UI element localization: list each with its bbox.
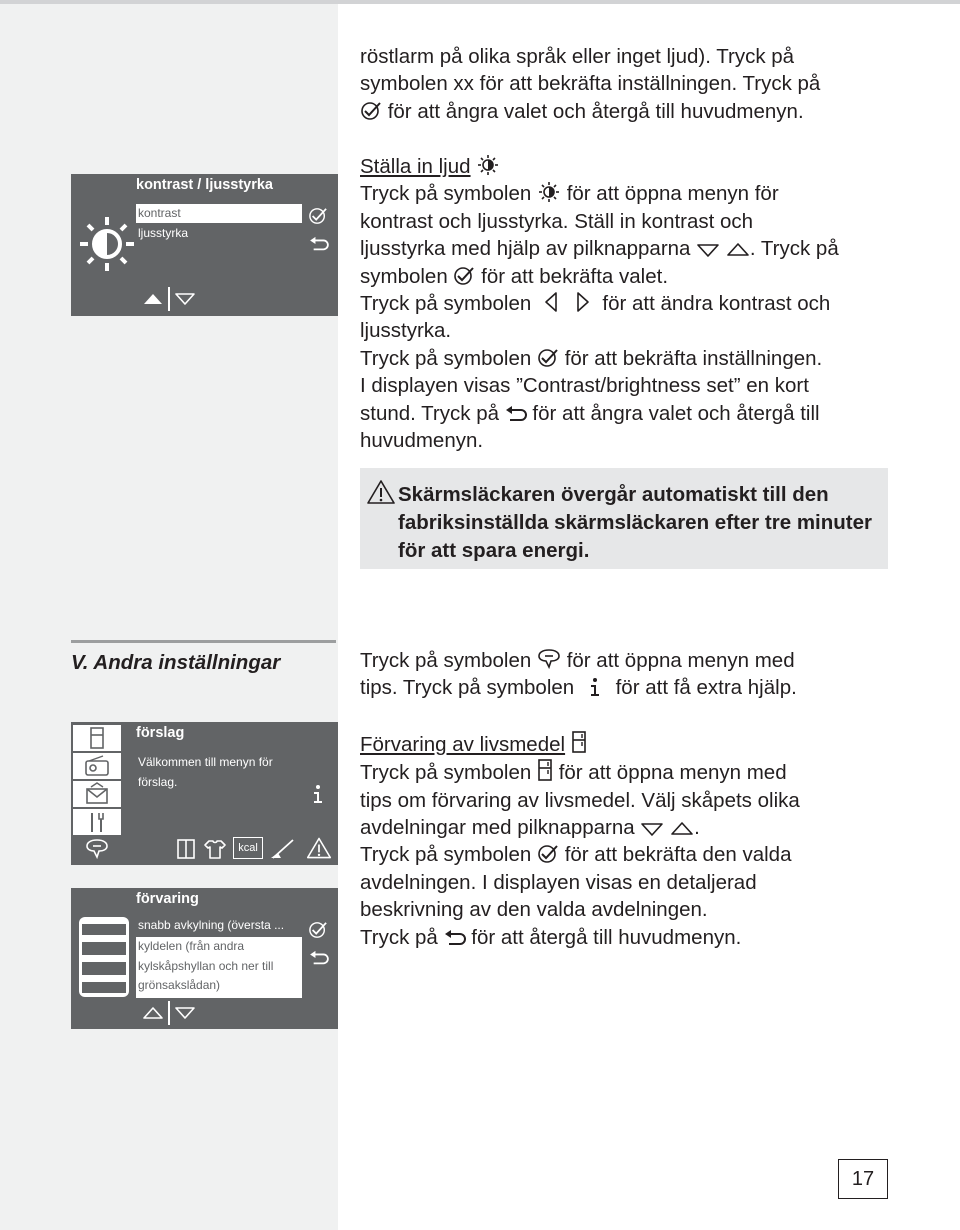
tips-tab-fridge[interactable]: [73, 725, 121, 751]
warning-icon[interactable]: [306, 836, 332, 865]
undo-icon: [505, 405, 527, 423]
check-icon[interactable]: [308, 207, 328, 230]
sound-line-8: I displayen visas ”Contrast/brightness set” en kort: [360, 374, 809, 398]
section-v-text: [360, 647, 930, 951]
kcal-icon[interactable]: kcal: [233, 837, 263, 859]
contrast-screen: [71, 174, 338, 316]
sound-section: [360, 153, 930, 454]
storage-line-1: Tryck på symbolen för att öppna menyn med: [360, 758, 930, 786]
storage-line-6: beskrivning av den valda avdelningen.: [360, 898, 708, 922]
intro-line-1: röstlarm på olika språk eller inget ljud). Tryck på: [360, 45, 795, 68]
arrow-up-icon[interactable]: [143, 292, 163, 311]
contrast-sun-icon: [476, 154, 500, 176]
page-number: 17: [838, 1159, 888, 1199]
check-icon: [453, 266, 475, 286]
shirt-icon[interactable]: [203, 838, 227, 865]
sound-heading: Ställa in ljud: [360, 155, 471, 178]
tips-bubble-icon: [537, 648, 561, 670]
intro-line-3: för att ångra valet och återgå till huvudmenyn.: [360, 98, 920, 125]
storage-screen: [71, 888, 338, 1029]
tips-body-line-2: förslag.: [138, 775, 178, 789]
storage-item-1[interactable]: snabb avkylning (översta ...: [138, 918, 285, 932]
storage-heading: Förvaring av livsmedel: [360, 732, 566, 756]
check-icon: [537, 348, 559, 368]
storage-line-2: tips om förvaring av livsmedel. Välj skåpets olika: [360, 788, 800, 812]
sound-line-9: stund. Tryck på för att ångra valet och återgå till: [360, 401, 820, 425]
storage-heading-line: [360, 730, 930, 758]
fridge-freezer-icon[interactable]: [175, 838, 197, 865]
arrow-right-icon: [575, 291, 591, 313]
check-icon: [360, 101, 382, 121]
storage-line-5: avdelningen. I displayen visas en detaljerad: [360, 870, 757, 894]
tips-screen: [71, 722, 338, 865]
sound-heading-line: [360, 153, 930, 180]
warning-icon: [366, 479, 396, 510]
arrow-down-icon[interactable]: [175, 292, 195, 311]
arrow-down-icon: [696, 242, 720, 258]
screen-divider: [168, 287, 170, 311]
tips-tab-radio[interactable]: [73, 753, 121, 779]
screen-divider: [168, 1001, 170, 1025]
fridge-icon: [537, 758, 553, 782]
storage-screen-title: förvaring: [136, 891, 199, 907]
contrast-item-ljusstyrka[interactable]: ljusstyrka: [138, 226, 189, 240]
sound-line-10: huvudmenyn.: [360, 429, 484, 453]
arrow-up-icon[interactable]: [143, 1006, 163, 1025]
intro-line-2: symbolen xx för att bekräfta inställningen. Tryck på: [360, 72, 821, 96]
sound-line-6: ljusstyrka.: [360, 319, 452, 343]
storage-line-7: Tryck på för att återgå till huvudmenyn.: [360, 925, 742, 949]
undo-icon[interactable]: [309, 950, 329, 971]
arrow-left-icon: [543, 291, 559, 313]
storage-line-4: Tryck på symbolen för att bekräfta den valda: [360, 843, 792, 867]
arrow-up-icon: [670, 821, 694, 837]
tips-tab-tools[interactable]: [73, 809, 121, 835]
tips-body-line-1: Välkommen till menyn för: [138, 755, 273, 769]
arrow-down-icon[interactable]: [175, 1006, 195, 1025]
sound-line-3: ljusstyrka med hjälp av pilknapparna . Tryck på: [360, 237, 839, 261]
tips-bubble-icon[interactable]: [85, 838, 109, 865]
v-line-1: Tryck på symbolen för att öppna menyn med: [360, 649, 795, 672]
undo-icon: [444, 929, 466, 947]
sound-line-4: symbolen för att bekräfta valet.: [360, 264, 669, 288]
undo-icon[interactable]: [309, 236, 329, 257]
sound-line-5: Tryck på symbolen för att ändra kontrast och: [360, 292, 831, 316]
notice-box: [360, 468, 888, 569]
sound-line-1: Tryck på symbolen för att öppna menyn för: [360, 182, 779, 206]
fridge-diagram: [78, 916, 130, 998]
contrast-screen-title: kontrast / ljusstyrka: [136, 177, 273, 193]
storage-item-3[interactable]: kylskåpshyllan och ner till: [138, 959, 274, 973]
info-icon: [588, 677, 602, 697]
brush-icon[interactable]: [269, 838, 295, 865]
contrast-item-kontrast[interactable]: kontrast: [138, 206, 181, 220]
storage-item-4[interactable]: grönsakslådan): [138, 978, 221, 992]
sound-line-2: kontrast och ljusstyrka. Ställ in kontrast och: [360, 209, 754, 233]
intro-text: [360, 43, 920, 125]
tips-screen-title: förslag: [136, 725, 185, 741]
storage-item-2[interactable]: kyldelen (från andra: [138, 939, 245, 953]
check-icon[interactable]: [308, 921, 328, 944]
v-line-2: tips. Tryck på symbolen för att få extra hjälp.: [360, 676, 797, 700]
check-icon: [537, 844, 559, 864]
notice-text: Skärmsläckaren övergår automatiskt till den fabriksinställda skärmsläckaren efter tre minuter för att spara energi.: [398, 483, 872, 562]
storage-line-3: avdelningar med pilknapparna .: [360, 816, 700, 840]
tips-tab-mail[interactable]: [73, 781, 121, 807]
fridge-icon: [571, 730, 587, 754]
info-icon[interactable]: [311, 784, 325, 809]
contrast-sun-icon: [77, 214, 137, 279]
contrast-sun-icon: [537, 181, 561, 203]
arrow-up-icon: [726, 242, 750, 258]
sound-line-7: Tryck på symbolen för att bekräfta inställningen.: [360, 346, 823, 370]
arrow-down-icon: [640, 821, 664, 837]
section-v-heading: V. Andra inställningar: [71, 640, 336, 675]
